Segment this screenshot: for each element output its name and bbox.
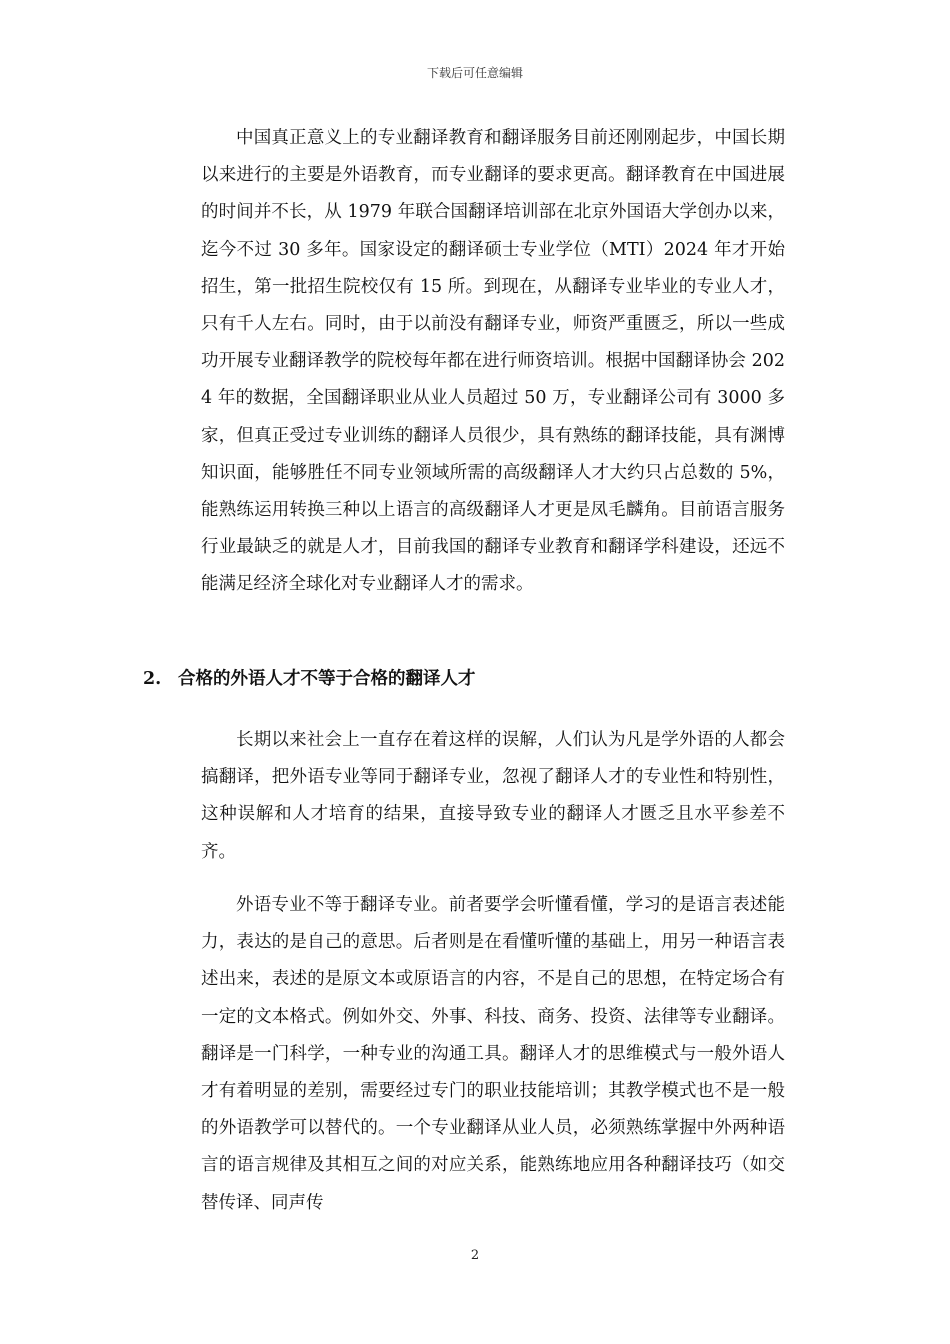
paragraph-foreign-language-vs-translation: 外语专业不等于翻译专业。前者要学会听懂看懂，学习的是语言表述能力，表达的是自己的意思。后者则是在看懂听懂的基础上，用另一种语言表述出来，表述的是原文本或原语言的内容，不是自己的思想，在特定场合有一定的文本格式。例如外交、外事、科技、商务、投资、法律等专业翻译。翻译是一门科学，一种专业的沟通工具。翻译人才的思维模式与一般外语人才有着明显的差别，需要经过专门的职业技能培训；其教学模式也不是一般的外语教学可以替代的。一个专业翻译从业人员，必须熟练掌握中外两种语言的语言规律及其相互之间的对应关系，能熟练地应用各种翻译技巧（如交替传译、同声传 (201, 895, 785, 1213)
section-heading (143, 664, 476, 694)
paragraph-misconception: 长期以来社会上一直存在着这样的误解，人们认为凡是学外语的人都会搞翻译，把外语专业等同于翻译专业，忽视了翻译人才的专业性和特别性，这种误解和人才培育的结果，直接导致专业的翻译人才匮乏且水平参差不齐。 (201, 730, 785, 862)
paragraph-translation-education: 中国真正意义上的专业翻译教育和翻译服务目前还刚刚起步，中国长期以来进行的主要是外语教育，而专业翻译的要求更高。翻译教育在中国进展的时间并不长，从 1979 年联合国翻译培训部在北京外国语大学创办以来，迄今不过 30 多年。国家设定的翻译硕士专业学位（MTI）2024 年才开始招生，第一批招生院校仅有 15 所。到现在，从翻译专业毕业的专业人才，只有千人左右。同时，由于以前没有翻译专业，师资严重匮乏，所以一些成功开展专业翻译教学的院校每年都在进行师资培训。根据中国翻译协会 2024 年的数据，全国翻译职业从业人员超过 50 万，专业翻译公司有 3000 多家，但真正受过专业训练的翻译人员很少，具有熟练的翻译技能，具有渊博知识面，能够胜任不同专业领域所需的高级翻译人才大约只占总数的 5%，能熟练运用转换三种以上语言的高级翻译人才更是凤毛麟角。目前语言服务行业最缺乏的就是人才，目前我国的翻译专业教育和翻译学科建设，还远不能满足经济全球化对专业翻译人才的需求。 (201, 128, 785, 595)
section-number: 2. (143, 669, 162, 689)
section-title: 合格的外语人才不等于合格的翻译人才 (178, 669, 476, 689)
page-header: 下载后可任意编辑 (426, 66, 523, 80)
page-number: 2 (470, 1248, 480, 1263)
